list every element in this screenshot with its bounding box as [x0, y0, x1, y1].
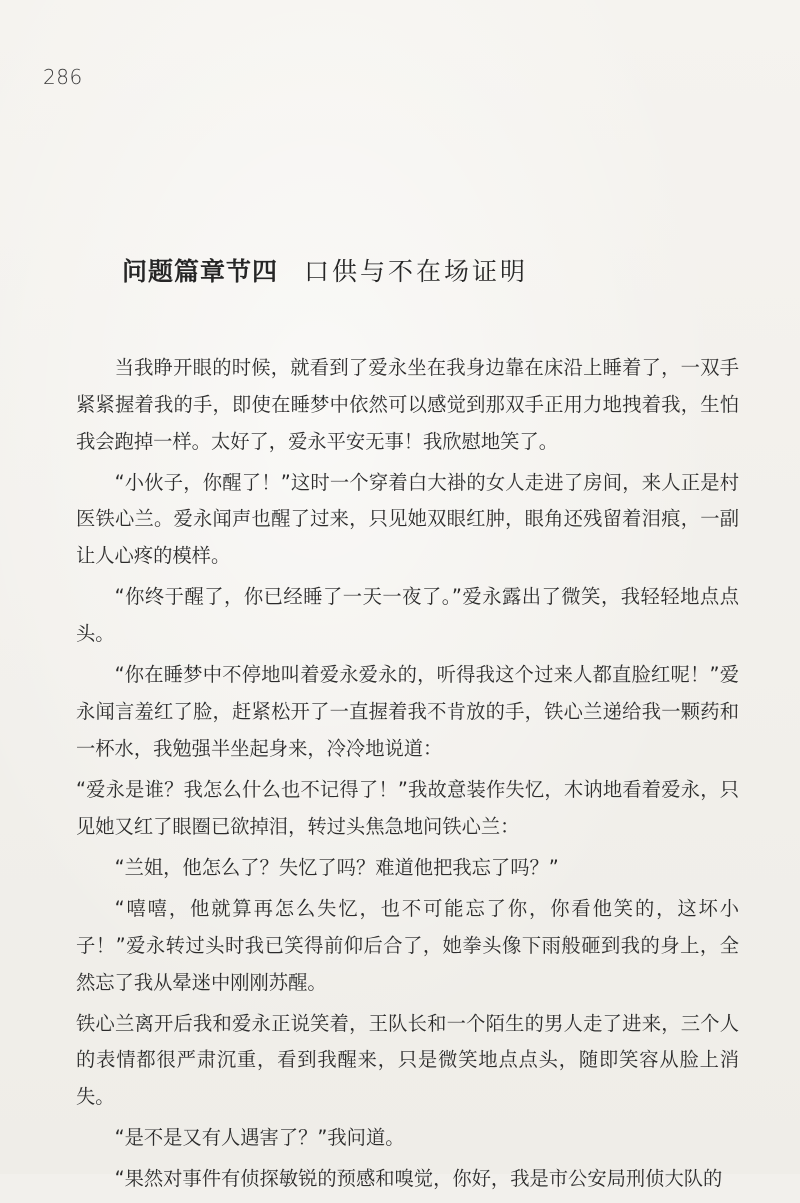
body-text	[76, 350, 739, 1203]
paragraph: “是不是又有人遇害了？”我问道。	[114, 1126, 405, 1150]
paragraph: “爱永是谁？我怎么什么也不记得了！”我故意装作失忆，木讷地看着爱永，只见她又红了眼圈已欲掉泪，转过头焦急地问铁心兰：	[76, 777, 739, 838]
chapter-label: 问题篇章节四	[122, 257, 279, 286]
paragraph: “小伙子，你醒了！”这时一个穿着白大褂的女人走进了房间，来人正是村医铁心兰。爱永闻声也醒了过来，只见她双眼红肿，眼角还残留着泪痕，一副让人心疼的模样。	[76, 470, 739, 568]
paragraph: “嘻嘻，他就算再怎么失忆，也不可能忘了你，你看他笑的，这坏小子！”爱永转过头时我已笑得前仰后合了，她拳头像下雨般砸到我的身上，全然忘了我从晕迷中刚刚苏醒。	[76, 896, 739, 994]
paragraph: “你在睡梦中不停地叫着爱永爱永的，听得我这个过来人都直脸红呢！”爱永闻言羞红了脸，赶紧松开了一直握着我不肯放的手，铁心兰递给我一颗药和一杯水，我勉强半坐起身来，冷冷地说道：	[76, 663, 739, 760]
paragraph: “你终于醒了，你已经睡了一天一夜了。”爱永露出了微笑，我轻轻地点点头。	[76, 585, 739, 646]
chapter-title: 口供与不在场证明	[304, 257, 529, 286]
paragraph: 当我睁开眼的时候，就看到了爱永坐在我身边靠在床沿上睡着了，一双手紧紧握着我的手，即使在睡梦中依然可以感觉到那双手正用力地拽着我，生怕我会跑掉一样。太好了，爱永平安无事！我欣慰地笑了。	[76, 356, 739, 453]
paragraph: 铁心兰离开后我和爱永正说笑着，王队长和一个陌生的男人走了进来，三个人的表情都很严肃沉重，看到我醒来，只是微笑地点点头，随即笑容从脸上消失。	[76, 1011, 739, 1109]
paragraph: “果然对事件有侦探敏锐的预感和嗅觉，你好，我是市公安局刑侦大队的	[114, 1167, 723, 1191]
chapter-heading	[122, 252, 528, 288]
page-number: 286	[43, 65, 83, 89]
paragraph: “兰姐，他怎么了？失忆了吗？难道他把我忘了吗？”	[114, 855, 559, 879]
